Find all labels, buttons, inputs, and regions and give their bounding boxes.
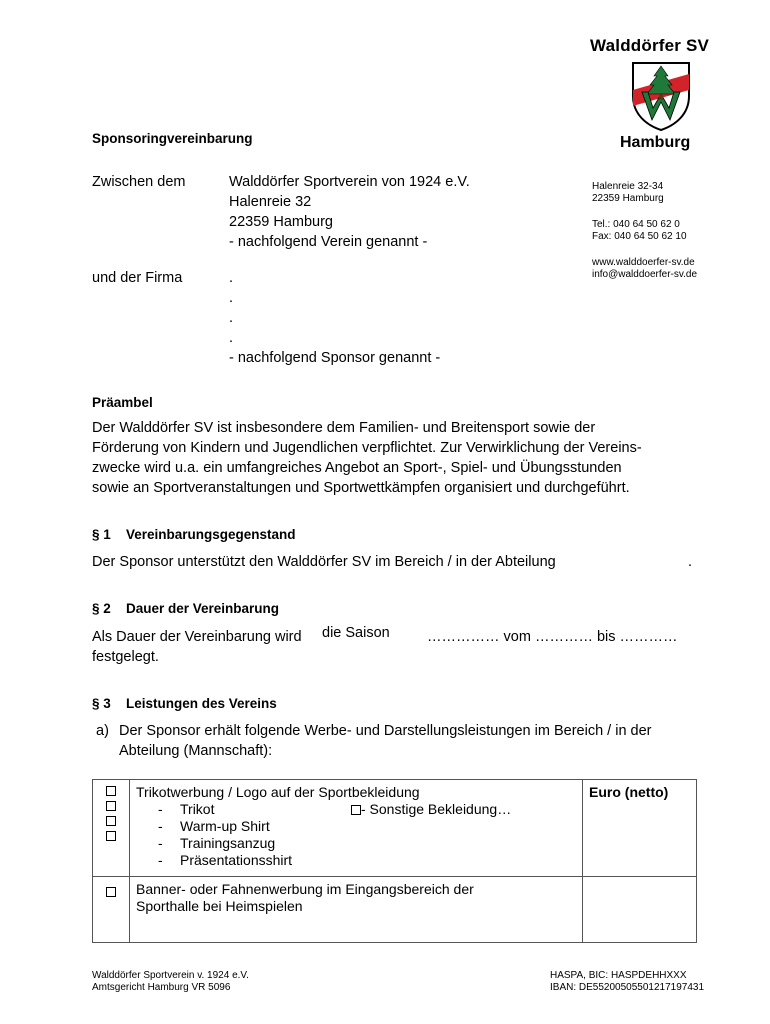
party-line: . [229, 270, 234, 286]
checkbox-warmup-shirt[interactable] [106, 801, 116, 811]
section-1-end: . [688, 554, 693, 570]
club-crest-logo [630, 60, 692, 132]
list-dash: - [158, 818, 163, 834]
service-sub-item [136, 852, 576, 869]
checkbox-trainingsanzug[interactable] [106, 816, 116, 826]
preamble-text [92, 418, 702, 498]
service-description-cell [130, 877, 583, 943]
club-web [592, 257, 697, 281]
club-phone [592, 219, 687, 243]
section-1-text: Der Sponsor unterstützt den Walddörfer SV im Bereich / in der Abteilung [92, 554, 556, 570]
website-link[interactable]: www.walddoerfer-sv.de [592, 257, 695, 268]
party-line: . [229, 290, 234, 306]
checkbox-praesentationsshirt[interactable] [106, 831, 116, 841]
service-sub-item [136, 835, 576, 852]
company-label: und der Firma [92, 270, 183, 286]
item-a-line: Abteilung (Mannschaft): [119, 743, 273, 759]
section-title: Dauer der Vereinbarung [126, 601, 280, 616]
date-range-blanks[interactable]: …………… vom ………… bis ………… [427, 629, 678, 645]
service-description-cell [130, 780, 583, 877]
company-party [229, 268, 440, 368]
other-clothing-label: - Sonstige Bekleidung… [361, 801, 512, 817]
table-row [93, 877, 697, 943]
service-title: Trikotwerbung / Logo auf der Sportbekleidung [136, 784, 420, 800]
list-dash: - [158, 801, 163, 817]
club-address [592, 181, 664, 205]
party-line: . [229, 310, 234, 326]
footer-line: Amtsgericht Hamburg VR 5096 [92, 982, 231, 993]
section-title: Vereinbarungsgegenstand [126, 527, 296, 542]
address-street: Halenreie 32-34 [592, 181, 664, 192]
section-3-heading [92, 696, 277, 711]
item-a-line: Der Sponsor erhält folgende Werbe- und Darstellungsleistungen im Bereich / in der [119, 723, 652, 739]
between-label: Zwischen dem [92, 174, 186, 190]
preamble-line: Der Walddörfer SV ist insbesondere dem Familien- und Breitensport sowie der [92, 420, 596, 436]
preamble-line: Förderung von Kindern und Jugendlichen verpflichtet. Zur Verwirklichung der Vereins- [92, 440, 642, 456]
service-sub-item [136, 818, 576, 835]
item-a-text [119, 721, 709, 761]
footer-line: HASPA, BIC: HASPDEHHXXX [550, 970, 687, 981]
services-table [92, 779, 697, 943]
document-title: Sponsoringvereinbarung [92, 131, 253, 146]
price-header-cell: Euro (netto) [583, 780, 697, 877]
section-1-heading [92, 527, 296, 542]
checkbox-cell [93, 780, 130, 877]
footer-line: Walddörfer Sportverein v. 1924 e.V. [92, 970, 249, 981]
party-line: - nachfolgend Sponsor genannt - [229, 350, 441, 366]
party-line: . [229, 330, 234, 346]
club-party [229, 172, 470, 252]
section-number: § 1 [92, 527, 111, 542]
other-clothing-option [351, 801, 511, 818]
table-row [93, 780, 697, 877]
service-line: Banner- oder Fahnenwerbung im Eingangsbereich der [136, 881, 474, 897]
checkbox-trikot[interactable] [106, 786, 116, 796]
checkbox-cell [93, 877, 130, 943]
fax-number: Fax: 040 64 50 62 10 [592, 231, 687, 242]
service-item-trikot: Trikot [180, 801, 215, 817]
preamble-line: sowie an Sportveranstaltungen und Sportwettkämpfen organisiert und durchgeführt. [92, 480, 630, 496]
footer-right [550, 970, 704, 994]
section-title: Leistungen des Vereins [126, 696, 277, 711]
party-line: - nachfolgend Verein genannt - [229, 234, 428, 250]
party-line: Halenreie 32 [229, 194, 312, 210]
email-link[interactable]: info@walddoerfer-sv.de [592, 269, 698, 280]
list-dash: - [158, 835, 163, 851]
price-cell[interactable] [583, 877, 697, 943]
service-item-warmup: Warm-up Shirt [180, 818, 270, 834]
section-number: § 2 [92, 601, 111, 616]
service-sub-item [136, 801, 576, 818]
service-item-trainingsanzug: Trainingsanzug [180, 835, 276, 851]
item-a-marker: a) [96, 723, 109, 739]
party-line: 22359 Hamburg [229, 214, 333, 230]
section-2-heading [92, 601, 279, 616]
address-city: 22359 Hamburg [592, 193, 664, 204]
footer-line: IBAN: DE55200505501217197431 [550, 982, 705, 993]
list-dash: - [158, 852, 163, 868]
service-item-praesentationsshirt: Präsentationsshirt [180, 852, 293, 868]
duration-text-end: festgelegt. [92, 649, 159, 665]
checkbox-banner[interactable] [106, 887, 116, 897]
season-field[interactable]: die Saison [322, 625, 390, 641]
phone-number: Tel.: 040 64 50 62 0 [592, 219, 680, 230]
service-line: Sporthalle bei Heimspielen [136, 898, 303, 914]
club-name: Walddörfer SV [590, 36, 710, 55]
footer-left [92, 970, 249, 994]
duration-text: Als Dauer der Vereinbarung wird [92, 629, 302, 645]
preamble-heading: Präambel [92, 395, 153, 410]
preamble-line: zwecke wird u.a. ein umfangreiches Angebot an Sport-, Spiel- und Übungsstunden [92, 460, 622, 476]
party-line: Walddörfer Sportverein von 1924 e.V. [229, 174, 470, 190]
club-city: Hamburg [620, 134, 691, 151]
section-number: § 3 [92, 696, 111, 711]
checkbox-sonstige-bekleidung[interactable] [351, 805, 361, 815]
